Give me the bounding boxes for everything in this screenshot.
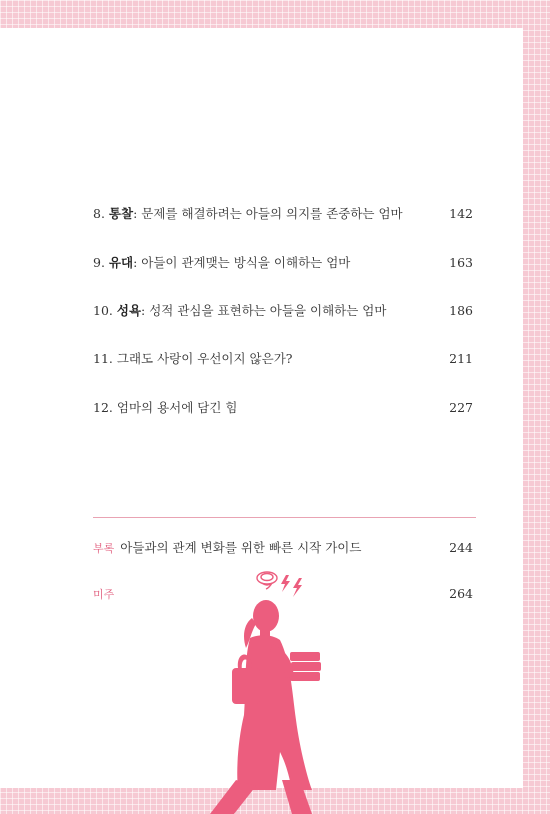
toc-page-number: 227 <box>449 400 473 415</box>
appendix-label: 부록 <box>93 542 115 555</box>
toc-page-number: 163 <box>449 255 473 270</box>
toc-page-number: 211 <box>449 351 473 366</box>
notes-label: 미주 <box>93 588 115 601</box>
toc-page-number: 244 <box>449 540 473 555</box>
toc-page-number: 186 <box>449 303 473 318</box>
woman-figure <box>210 600 321 814</box>
toc-item-title: 11. 그래도 사랑이 우선이지 않은가? <box>93 351 293 366</box>
toc-item-title: 9. 유대: 아들이 관계맺는 방식을 이해하는 엄마 <box>93 255 351 270</box>
toc-item-title: 부록 아들과의 관계 변화를 위한 빠른 시작 가이드 <box>93 540 362 555</box>
toc-item-title: 8. 통찰: 문제를 해결하려는 아들의 의지를 존중하는 엄마 <box>93 206 403 221</box>
toc-page-number: 264 <box>449 586 473 601</box>
toc-page-number: 142 <box>449 206 473 221</box>
lightning-icon <box>281 575 302 597</box>
stress-swirl-icon <box>257 572 277 589</box>
toc-item-title: 10. 성욕: 성적 관심을 표현하는 아들을 이해하는 엄마 <box>93 303 387 318</box>
toc-item-title: 12. 엄마의 용서에 담긴 힘 <box>93 400 238 415</box>
